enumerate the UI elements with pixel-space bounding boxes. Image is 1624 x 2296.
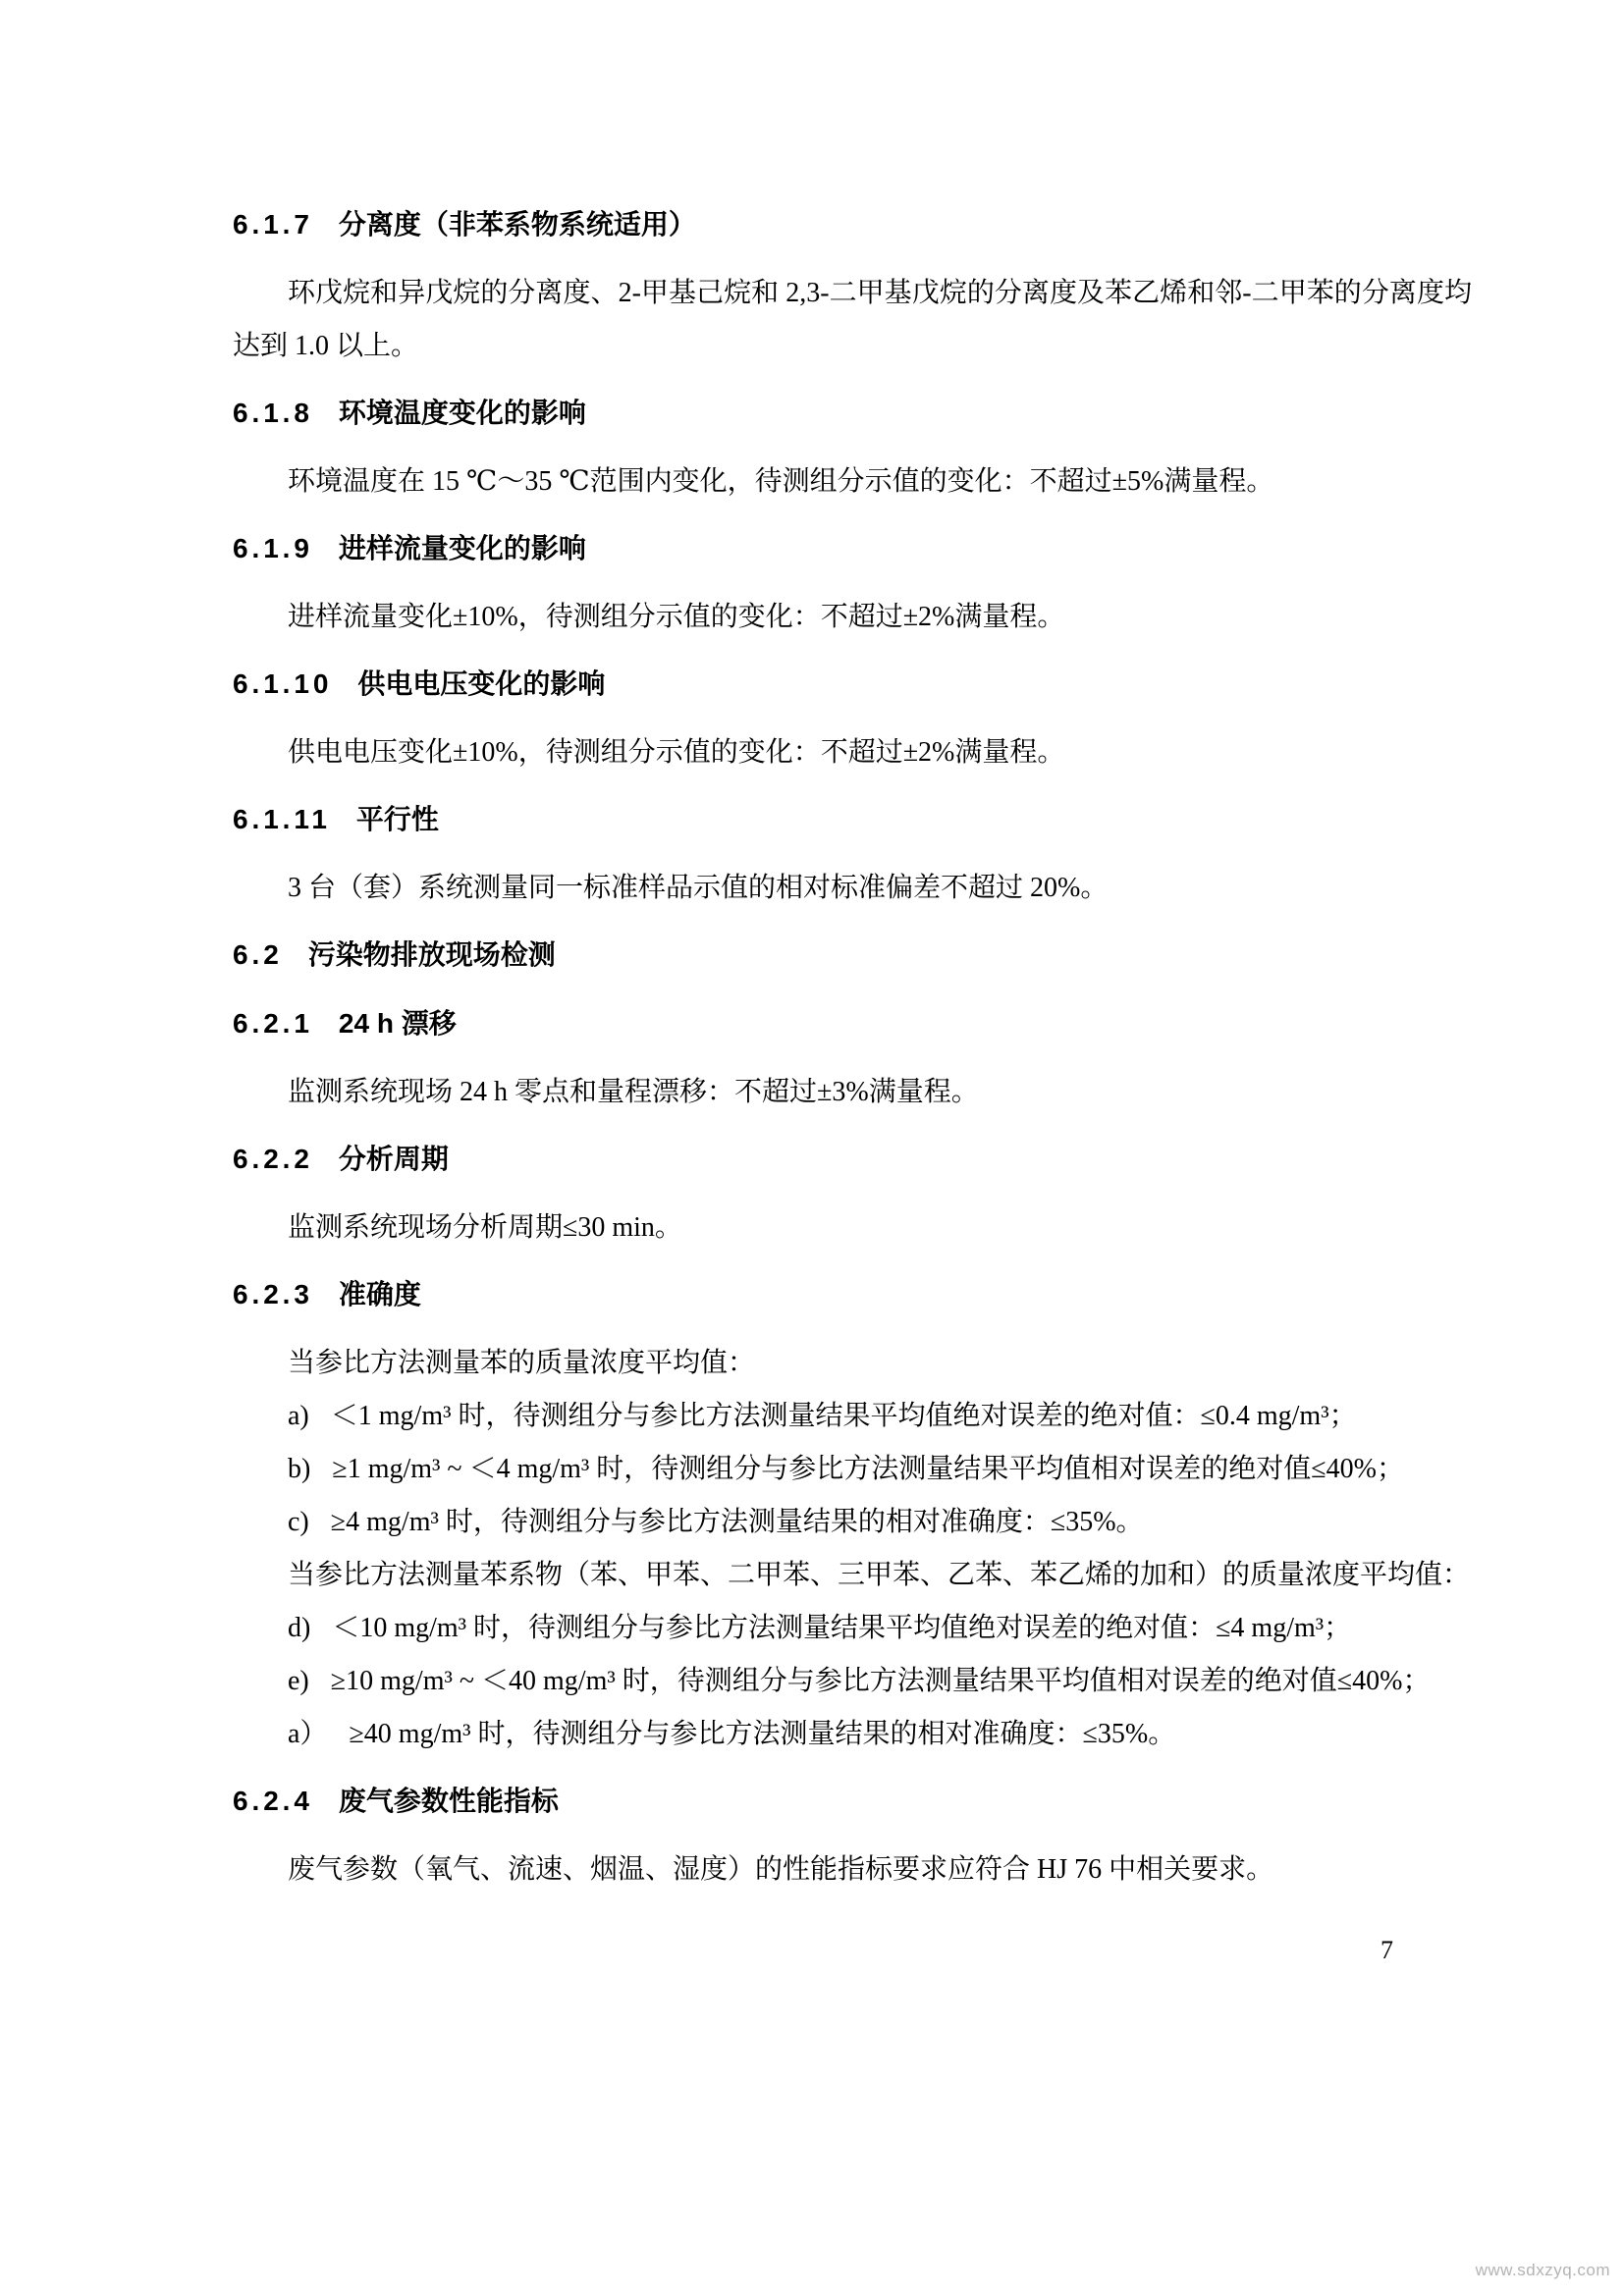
section-number: 6.1.10 [233, 668, 333, 699]
paragraph: 当参比方法测量苯的质量浓度平均值： [288, 1348, 756, 1378]
section-number: 6.2.2 [233, 1144, 313, 1174]
list-item-d [233, 1602, 1472, 1655]
section-title: 平行性 [355, 804, 439, 834]
section-title: 污染物排放现场检测 [307, 939, 556, 970]
paragraph: 环戊烷和异戊烷的分离度、2-甲基己烷和 2,3-二甲基戊烷的分离度及苯乙烯和邻-二甲苯的分离度均达到 1.0 以上。 [233, 278, 1472, 361]
paragraph: 监测系统现场 24 h 零点和量程漂移：不超过±3%满量程。 [288, 1077, 979, 1107]
list-item-a2 [233, 1708, 1472, 1761]
list-item-text: ＜10 mg/m³ 时，待测组分与参比方法测量结果平均值绝对误差的绝对值：≤4 mg/m³； [332, 1613, 1352, 1643]
section-title: 分析周期 [338, 1144, 449, 1174]
section-number: 6.1.9 [233, 533, 313, 563]
section-number: 6.2 [233, 939, 283, 970]
section-heading-6-1-11 [233, 793, 1472, 846]
list-item-label: a） [288, 1719, 328, 1749]
section-title: 进样流量变化的影响 [338, 533, 586, 563]
section-title: 废气参数性能指标 [338, 1786, 559, 1816]
section-number: 6.1.8 [233, 398, 313, 428]
section-heading-6-2-4 [233, 1775, 1472, 1828]
section-number: 6.1.7 [233, 209, 313, 240]
watermark: www.sdxzyq.com [1475, 2261, 1610, 2279]
section-heading-6-1-9 [233, 522, 1472, 575]
list-item-text: ≥4 mg/m³ 时，待测组分与参比方法测量结果的相对准确度：≤35%。 [330, 1507, 1144, 1537]
paragraph: 供电电压变化±10%，待测组分示值的变化：不超过±2%满量程。 [288, 737, 1065, 768]
section-heading-6-1-10 [233, 658, 1472, 711]
list-item-label: d) [288, 1613, 311, 1643]
list-item-e [233, 1655, 1472, 1708]
section-heading-6-1-8 [233, 387, 1472, 440]
list-item-text: ≥1 mg/m³ ~ ＜4 mg/m³ 时，待测组分与参比方法测量结果平均值相对误差的绝对值≤40%； [332, 1454, 1405, 1484]
list-item-c [233, 1496, 1472, 1549]
list-item-text: ＜1 mg/m³ 时，待测组分与参比方法测量结果平均值绝对误差的绝对值：≤0.4 mg/m³； [330, 1401, 1357, 1431]
list-item-label: a) [288, 1401, 309, 1431]
paragraph: 3 台（套）系统测量同一标准样品示值的相对标准偏差不超过 20%。 [288, 873, 1109, 903]
list-item-a [233, 1390, 1472, 1443]
paragraph: 当参比方法测量苯系物（苯、甲苯、二甲苯、三甲苯、乙苯、苯乙烯的加和）的质量浓度平均值： [288, 1560, 1471, 1590]
paragraph: 环境温度在 15 ℃～35 ℃范围内变化，待测组分示值的变化：不超过±5%满量程。 [288, 466, 1274, 497]
list-item-text: ≥40 mg/m³ 时，待测组分与参比方法测量结果的相对准确度：≤35%。 [349, 1719, 1176, 1749]
section-title: 环境温度变化的影响 [338, 398, 586, 428]
section-number: 6.2.4 [233, 1786, 313, 1816]
section-number: 6.1.11 [233, 804, 331, 834]
paragraph: 废气参数（氧气、流速、烟温、湿度）的性能指标要求应符合 HJ 76 中相关要求。 [288, 1854, 1274, 1885]
section-number: 6.2.1 [233, 1008, 313, 1039]
section-title: 分离度（非苯系物系统适用） [338, 209, 696, 240]
section-heading-6-2-1 [233, 997, 1472, 1050]
section-title: 24 h 漂移 [338, 1008, 457, 1039]
section-heading-6-1-7 [233, 198, 1472, 251]
section-heading-6-2-3 [233, 1268, 1472, 1321]
page-number: 7 [1380, 1936, 1393, 1964]
section-heading-6-2-2 [233, 1133, 1472, 1186]
list-item-b [233, 1443, 1472, 1496]
section-heading-6-2 [233, 929, 1472, 982]
paragraph: 监测系统现场分析周期≤30 min。 [288, 1212, 682, 1243]
list-item-text: ≥10 mg/m³ ~ ＜40 mg/m³ 时，待测组分与参比方法测量结果平均值相对误差的绝对值≤40%； [330, 1666, 1431, 1696]
list-item-label: b) [288, 1454, 311, 1484]
section-number: 6.2.3 [233, 1279, 313, 1309]
section-title: 准确度 [338, 1279, 421, 1309]
paragraph: 进样流量变化±10%，待测组分示值的变化：不超过±2%满量程。 [288, 602, 1065, 632]
section-title: 供电电压变化的影响 [357, 668, 606, 699]
list-item-label: c) [288, 1507, 309, 1537]
list-item-label: e) [288, 1666, 309, 1696]
